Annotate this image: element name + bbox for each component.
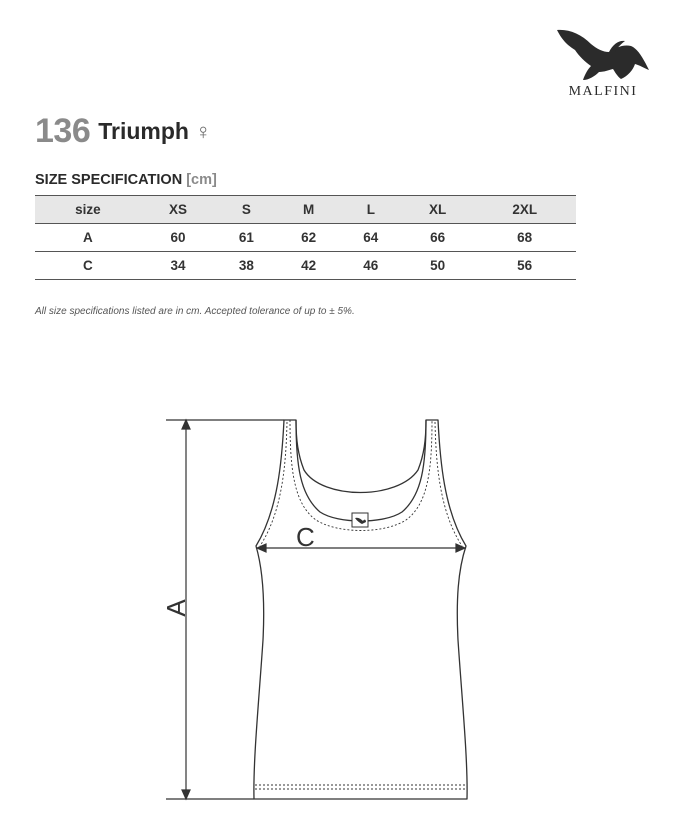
table-header-row xyxy=(35,196,576,224)
table-row xyxy=(35,252,576,280)
product-title xyxy=(35,112,211,151)
brand-name: MALFINI xyxy=(568,84,638,99)
table-cell: 66 xyxy=(430,230,446,245)
size-spec-heading xyxy=(35,172,217,188)
table-header-cell: 2XL xyxy=(512,202,538,217)
table-header-cell: XL xyxy=(429,202,447,217)
table-cell: 50 xyxy=(430,258,446,273)
garment-outline xyxy=(254,420,467,799)
product-code: 136 xyxy=(35,112,91,150)
size-spec-title: SIZE SPECIFICATION xyxy=(35,172,183,188)
table-header-cell: M xyxy=(302,202,315,217)
table-cell: 60 xyxy=(170,230,186,245)
table-cell: C xyxy=(82,258,93,273)
tank-top-diagram xyxy=(0,400,685,820)
product-name: Triumph xyxy=(98,118,189,144)
tolerance-note: All size specifications listed are in cm. Accepted tolerance of up to ± 5%. xyxy=(35,306,355,317)
table-row xyxy=(35,224,576,252)
female-symbol-icon: ♀ xyxy=(194,118,212,144)
size-spec-unit: [cm] xyxy=(186,172,217,188)
table-cell: 42 xyxy=(301,258,317,273)
size-table xyxy=(35,195,576,280)
dimension-c-label: C xyxy=(296,522,315,552)
table-cell: 46 xyxy=(363,258,379,273)
table-cell: 38 xyxy=(238,258,254,273)
table-cell: 61 xyxy=(238,230,254,245)
table-header-cell: S xyxy=(241,202,251,217)
table-cell: 68 xyxy=(517,230,533,245)
table-cell: 64 xyxy=(363,230,379,245)
dimension-c xyxy=(257,544,465,552)
table-header-cell: size xyxy=(75,202,101,217)
table-cell: 34 xyxy=(170,258,186,273)
table-cell: A xyxy=(82,230,93,245)
table-header-cell: L xyxy=(366,202,375,217)
table-header-cell: XS xyxy=(168,202,187,217)
brand-logo xyxy=(548,24,658,100)
eagle-icon xyxy=(555,24,651,82)
dimension-a-label: A xyxy=(161,599,191,617)
table-cell: 62 xyxy=(301,230,317,245)
table-cell: 56 xyxy=(517,258,533,273)
neckline xyxy=(296,420,426,521)
